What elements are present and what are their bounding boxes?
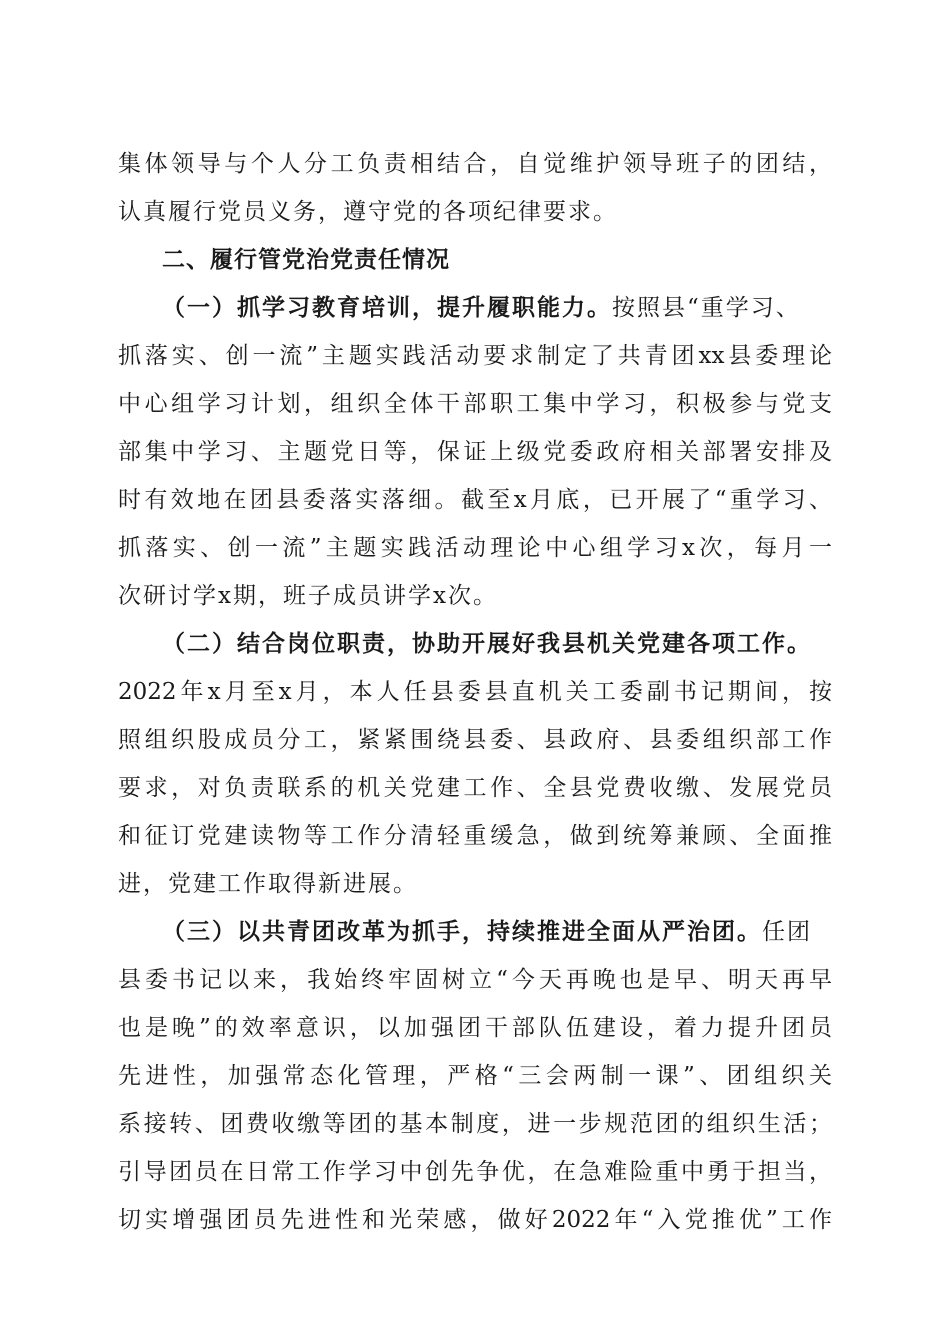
paragraph-line: 切实增强团员先进性和光荣感，做好2022年“入党推优”工作 <box>118 1207 832 1233</box>
paragraph-lead: （三）以共青团改革为抓手，持续推进全面从严治团。 <box>162 918 762 945</box>
paragraph-first-line <box>118 290 832 338</box>
paragraph-line: 认真履行党员义务，遵守党的各项纪律要求。 <box>118 199 618 225</box>
paragraph-line: 2022年x月至x月，本人任县委县直机关工委副书记期间，按 <box>118 679 832 705</box>
paragraph-line: 抓落实、创一流”主题实践活动要求制定了共青团xx县委理论 <box>118 343 832 369</box>
paragraph-line: 抓落实、创一流”主题实践活动理论中心组学习x次，每月一 <box>118 535 832 561</box>
paragraph-line: 部集中学习、主题党日等，保证上级党委政府相关部署安排及 <box>118 439 832 465</box>
section-heading: 二、履行管党治党责任情况 <box>162 247 450 273</box>
paragraph-lead: （一）抓学习教育培训，提升履职能力。 <box>162 294 612 321</box>
paragraph-lead: （二）结合岗位职责，协助开展好我县机关党建各项工作。 <box>162 630 812 657</box>
paragraph-line: 要求，对负责联系的机关党建工作、全县党费收缴、发展党员 <box>118 775 832 801</box>
paragraph-text: 任团 <box>762 919 812 945</box>
paragraph-line: 和征订党建读物等工作分清轻重缓急，做到统筹兼顾、全面推 <box>118 823 832 849</box>
paragraph-line: 先进性，加强常态化管理，严格“三会两制一课”、团组织关 <box>118 1063 832 1089</box>
paragraph-line: 集体领导与个人分工负责相结合，自觉维护领导班子的团结， <box>118 151 832 177</box>
paragraph-line: 也是晚”的效率意识，以加强团干部队伍建设，着力提升团员 <box>118 1015 832 1041</box>
document-page <box>118 146 832 1250</box>
paragraph-line: 时有效地在团县委落实落细。截至x月底，已开展了“重学习、 <box>118 487 832 513</box>
paragraph-text: 按照县“重学习、 <box>612 295 801 321</box>
paragraph-line: 县委书记以来，我始终牢固树立“今天再晚也是早、明天再早 <box>118 967 832 993</box>
paragraph-line: 次研讨学x期，班子成员讲学x次。 <box>118 583 498 609</box>
paragraph-line: 引导团员在日常工作学习中创先争优，在急难险重中勇于担当， <box>118 1159 832 1185</box>
paragraph-line: 进，党建工作取得新进展。 <box>118 871 418 897</box>
paragraph-line: 照组织股成员分工，紧紧围绕县委、县政府、县委组织部工作 <box>118 727 832 753</box>
paragraph-line: 系接转、团费收缴等团的基本制度，进一步规范团的组织生活； <box>118 1111 832 1137</box>
paragraph-line: 中心组学习计划，组织全体干部职工集中学习，积极参与党支 <box>118 391 832 417</box>
paragraph-first-line <box>118 914 832 962</box>
